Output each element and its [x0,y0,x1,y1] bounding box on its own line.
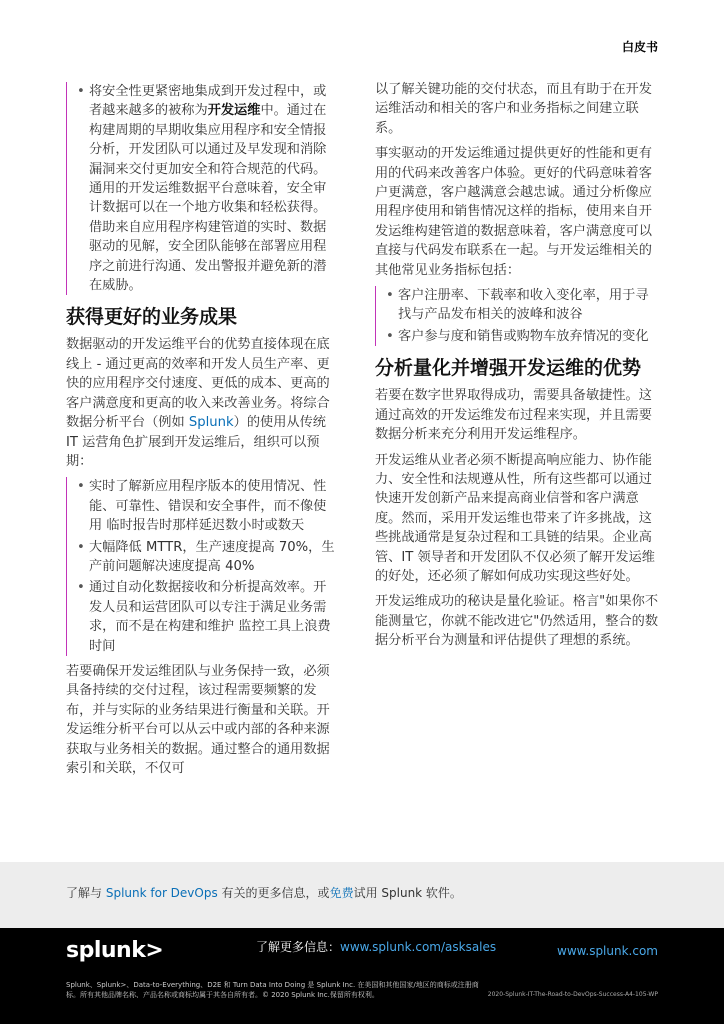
left-column [66,80,338,784]
asksales-link[interactable]: www.splunk.com/asksales [340,940,497,954]
section-heading-business-results: 获得更好的业务成果 [66,306,238,329]
list-item: • 客户参与度和销售或购物车放弃情况的变化 [386,327,661,346]
right-column [375,80,661,657]
list-item: • 实时了解新应用程序版本的使用情况、性能、可靠性、错误和安全事件，而不像使用 临时报告时那样延迟数小时或数天 [77,477,338,535]
cta-text: 了解与 Splunk for DevOps 有关的更多信息，或免费试用 Splunk 软件。 [66,886,462,900]
paragraph: 开发运维成功的秘诀是量化验证。格言"如果你不能测量它，你就不能改进它"仍然适用，整合的数据分析平台为测量和评估提供了理想的系统。 [375,594,659,649]
splunk-logo[interactable]: splunk> [66,938,164,963]
list-item: • 客户注册率、下载率和收入变化率，用于寻找与产品发布相关的波峰和波谷 [386,286,661,325]
section-heading-quantify: 分析量化并增强开发运维的优势 [375,357,642,380]
legal-notice: Splunk、Splunk>、Data-to-Everything、D2E 和 Turn Data Into Doing 是 Splunk Inc. 在美国和其他国家/地区的商标或注册商标。所有其他品牌名称、产品名称或商标均属于其各自所有者。© 2020 Splunk Inc.保留所有权利。 [66,981,479,999]
free-trial-link[interactable]: 免费 [329,886,354,900]
splunk-link[interactable]: Splunk [188,415,234,431]
website-link[interactable]: www.splunk.com [557,944,658,958]
splunk-devops-link[interactable]: Splunk for DevOps [105,886,218,900]
list-item: • 将安全性更紧密地集成到开发过程中，或者越来越多的被称为开发运维中。通过在构建周期的早期收集应用程序和安全情报分析，开发团队可以通过及早发现和消除漏洞来交付更加安全和符合规范的代码。通用的开发运维数据平台意味着，安全审计数据可以在一个地方收集和轻松获得。借助来自应用程序构建管道的实时、数据驱动的见解，安全团队能够在部署应用程序之前进行沟通、发出警报并避免新的潜在威胁。 [77,82,338,295]
paragraph: 事实驱动的开发运维通过提供更好的性能和更有用的代码来改善客户体验。更好的代码意味着客户更满意，客户越满意会越忠诚。通过分析像应用程序使用和销售情况这样的指标，使用来自开发运维构建管道的数据意味着，客户满意度可以直接与代码发布联系在一起。与开发运维相关的其他常见业务指标包括： [375,146,652,278]
footer [0,928,724,1024]
list-item: • 大幅降低 MTTR，生产速度提高 70%，生产前问题解决速度提高 40% [77,538,338,577]
learn-more: 了解更多信息：www.splunk.com/asksales [256,940,497,954]
paragraph: 若要确保开发运维团队与业务保持一致，必须具备持续的交付过程，该过程需要频繁的发布，并与实际的业务结果进行衡量和关联。开发运维分析平台可以从云中或内部的各种来源获取与业务相关的数据。通过整合的通用数据索引和关联，不仅可 [66,663,330,776]
security-bullet-list [66,82,338,295]
benefits-bullet-list [66,477,338,656]
list-item: • 通过自动化数据接收和分析提高效率。开发人员和运营团队可以专注于满足业务需求，而不是在构建和维护 监控工具上浪费时间 [77,578,338,656]
metrics-bullet-list [375,286,661,346]
paragraph: 以了解关键功能的交付状态，而且有助于在开发运维活动和相关的客户和业务指标之间建立联系。 [375,82,652,136]
bold-term: 开发运维 [207,103,261,119]
chevron-logo-icon: > [145,938,164,963]
document-type-label: 白皮书 [621,40,658,54]
paragraph: 若要在数字世界取得成功，需要具备敏捷性。这通过高效的开发运维发布过程来实现，并且需要数据分析来充分利用开发运维程序。 [375,388,652,443]
document-code: 2020-Splunk-IT-The-Road-to-DevOps-Success-A4-105-WP [487,991,658,998]
paragraph: 数据驱动的开发运维平台的优势直接体现在底线上 - 通过更高的效率和开发人员生产率、更快的应用程序交付速度、更低的成本、更高的客户满意度和更高的收入来改善业务。将综合数据分析平台（例如 Splunk）的使用从传统 IT 运营角色扩展到开发运维后，组织可以预期： [66,337,330,469]
paragraph: 开发运维从业者必须不断提高响应能力、协作能力、安全性和法规遵从性，所有这些都可以通过快速开发创新产品来提高商业信誉和客户满意度。然而，采用开发运维也带来了许多挑战，这些挑战通常是复杂过程和工具链的结果。企业高管、IT 领导者和开发团队不仅必须了解开发运维的好处，还必须了解如何成功实现这些好处。 [375,452,655,584]
call-to-action-band [0,862,724,928]
